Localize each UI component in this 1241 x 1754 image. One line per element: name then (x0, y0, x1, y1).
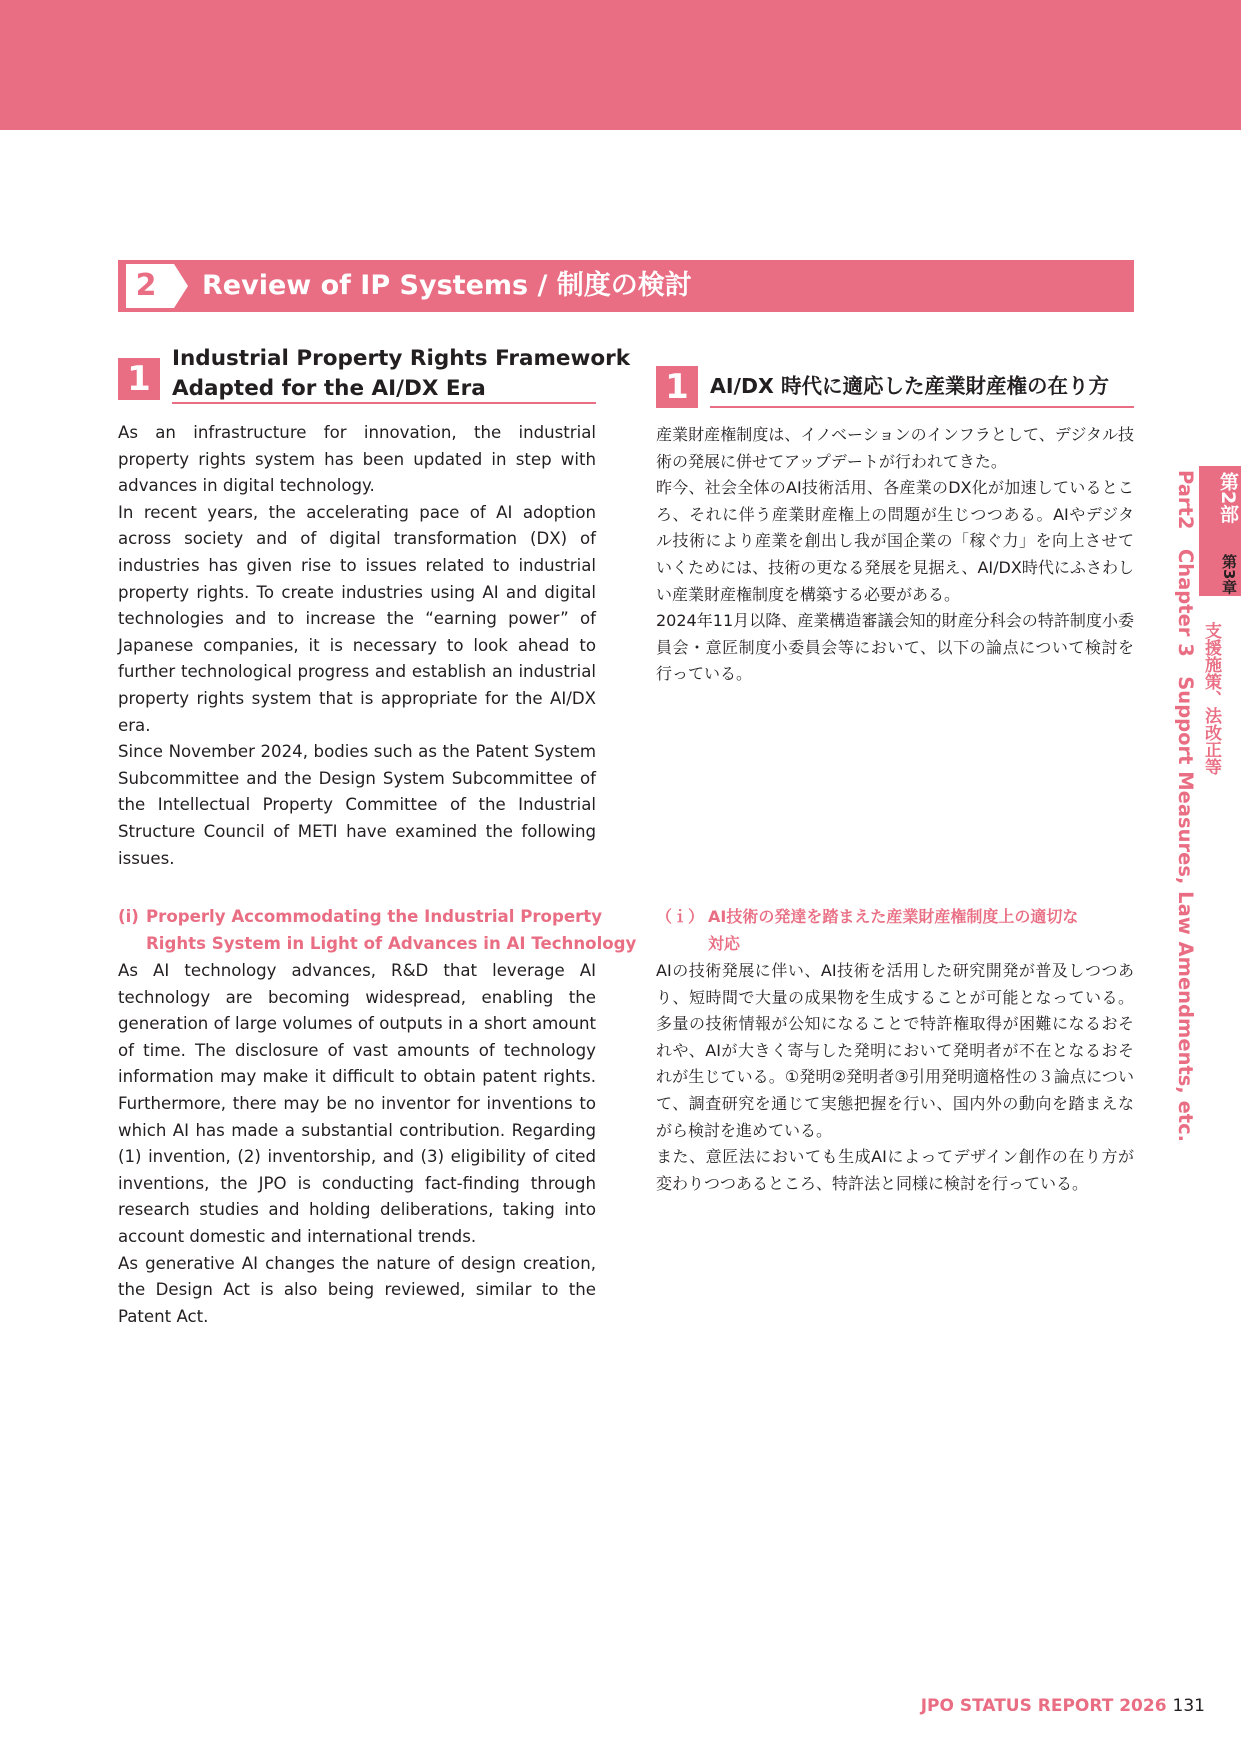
japanese-paragraph: 産業財産権制度は、イノベーションのインフラとして、デジタル技術の発展に併せてアップデートが行われてきた。 (656, 425, 1134, 471)
english-heading-underline (172, 402, 596, 404)
english-paragraph: As an infrastructure for innovation, the industrial property rights system has been updated in step with advances in digital technology. (118, 423, 596, 496)
japanese-subheading-line1: AI技術の発達を踏まえた産業財産権制度上の適切な (708, 907, 1079, 926)
english-subheading (118, 904, 637, 958)
japanese-intro-text (656, 422, 1134, 688)
english-subheading-line1: Properly Accommodating the Industrial Property (146, 907, 603, 926)
side-tab-part-label: 第2部 (1217, 472, 1239, 524)
japanese-heading (656, 366, 1134, 408)
english-heading-line1: Industrial Property Rights Framework (172, 346, 631, 371)
english-intro-text (118, 420, 596, 872)
english-heading (118, 344, 631, 406)
section-arrow-icon (174, 264, 188, 308)
section-header-bar (118, 260, 1134, 312)
english-paragraph: In recent years, the accelerating pace of AI adoption across society and of digital transformation (DX) of industries has given rise to issues related to industrial property rights. To create industries using AI and digital technologies and to increase the “earning power” of Japanese companies, it is necessary to look ahead to further technological progress and establish an industrial property rights system that is appropriate for the AI/DX era. (118, 502, 596, 735)
japanese-heading-text: AI/DX 時代に適応した産業財産権の在り方 (710, 374, 1109, 398)
english-subheading-marker: (i) (118, 907, 139, 926)
english-heading-line2: Adapted for the AI/DX Era (172, 376, 486, 401)
side-english-label: Part2 Chapter 3 Support Measures, Law Amendments, etc. (1174, 470, 1197, 1143)
japanese-paragraph: 昨今、社会全体のAI技術活用、各産業のDX化が加速しているところ、それに伴う産業財産権上の問題が生じつつある。AIやデジタル技術により産業を創出し我が国企業の「稼ぐ力」を向上させていくためには、技術の更なる発展を見据え、AI/DX時代にふさわしい産業財産権制度を構築する必要がある。 (656, 478, 1134, 604)
english-subheading-line2: Rights System in Light of Advances in AI Technology (146, 933, 637, 953)
japanese-subheading-line2: 対応 (708, 933, 741, 953)
japanese-sub-text (656, 958, 1134, 1197)
section-title: Review of IP Systems / 制度の検討 (202, 270, 692, 301)
top-color-band (0, 0, 1241, 130)
side-tab-chapter-label: 第3章 (1220, 554, 1238, 595)
english-paragraph: Since November 2024, bodies such as the Patent System Subcommittee and the Design System Subcommittee of the Intellectual Property Committee of the Industrial Structure Council of METI have examined the following issues. (118, 742, 596, 868)
japanese-heading-number: 1 (656, 366, 698, 408)
section-number-box (126, 264, 174, 308)
english-heading-number: 1 (118, 358, 160, 400)
japanese-sub-paragraph: AIの技術発展に伴い、AI技術を活用した研究開発が普及しつつあり、短時間で大量の成果物を生成することが可能となっている。多量の技術情報が公知になることで特許権取得が困難になるおそれや、AIが大きく寄与した発明において発明者が不在となるおそれが生じている。①発明②発明者③引用発明適格性の３論点について、調査研究を通じて実態把握を行い、国内外の動向を踏まえながら検討を進めている。 (656, 961, 1134, 1140)
side-japanese-label: 支援施策、法改正等 (1201, 622, 1221, 775)
japanese-paragraph: 2024年11月以降、産業構造審議会知的財産分科会の特許制度小委員会・意匠制度小委員会等において、以下の論点について検討を行っている。 (656, 611, 1134, 684)
japanese-heading-underline (710, 406, 1134, 408)
japanese-subheading-marker: （ｉ） (656, 907, 705, 926)
side-chapter-tab (1199, 466, 1241, 596)
english-sub-text (118, 958, 596, 1330)
english-sub-paragraph: As generative AI changes the nature of design creation, the Design Act is also being reviewed, similar to the Patent Act. (118, 1253, 596, 1326)
publication-title: JPO STATUS REPORT 2026 (920, 1696, 1167, 1716)
section-number: 2 (135, 268, 157, 303)
japanese-subheading (656, 904, 1134, 958)
english-sub-paragraph: As AI technology advances, R&D that leverage AI technology are becoming widespread, enabling the generation of large volumes of outputs in a short amount of time. The disclosure of vast amounts of technology information may make it difficult to obtain patent rights. Furthermore, there may be no inventor for inventions to which AI has made a substantial contribution. Regarding (1) invention, (2) inventorship, and (3) eligibility of cited inventions, the JPO is conducting fact-finding through research studies and holding deliberations, taking into account domestic and international trends. (118, 961, 596, 1246)
japanese-sub-paragraph: また、意匠法においても生成AIによってデザイン創作の在り方が変わりつつあるところ、特許法と同様に検討を行っている。 (656, 1147, 1134, 1193)
page-number: 131 (1172, 1696, 1205, 1716)
page-footer (921, 1694, 1205, 1718)
